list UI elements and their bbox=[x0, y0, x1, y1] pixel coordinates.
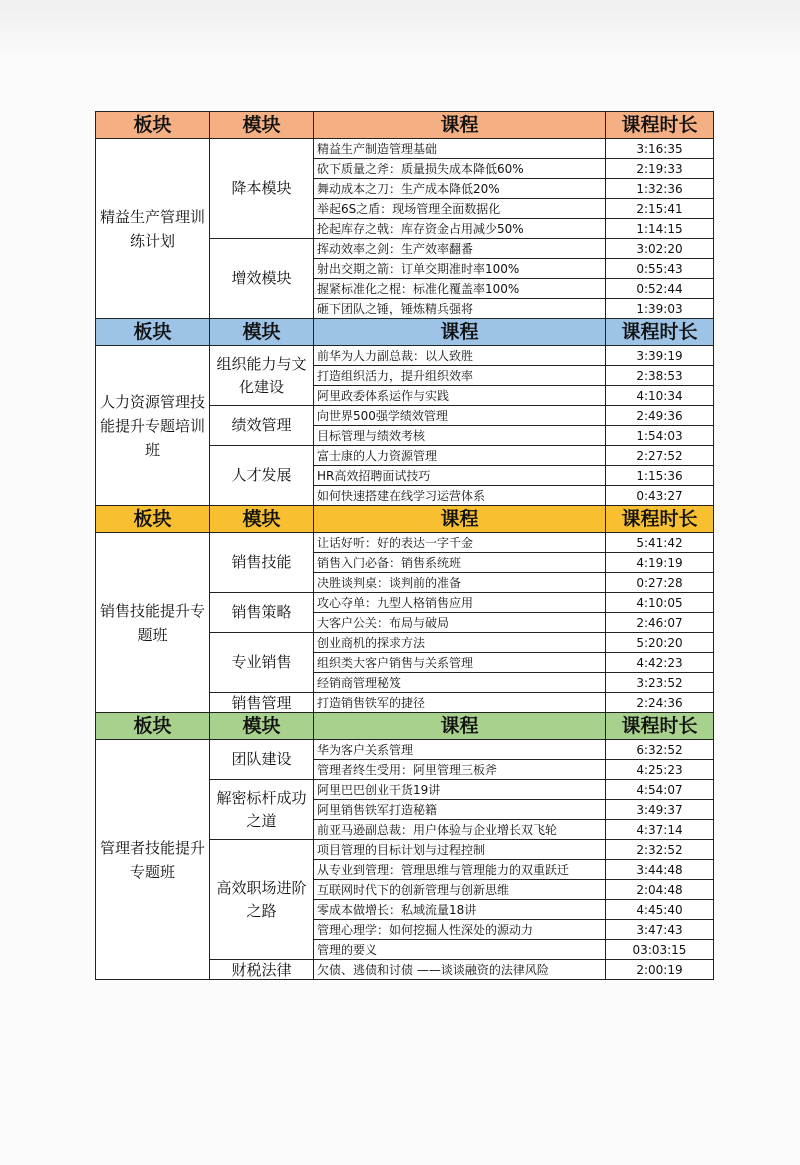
header-block: 板块 bbox=[96, 506, 210, 533]
course-cell: 攻心夺单：九型人格销售应用 bbox=[314, 593, 606, 613]
course-cell: 让话好听：好的表达一字千金 bbox=[314, 533, 606, 553]
duration-cell: 3:49:37 bbox=[606, 800, 714, 820]
course-cell: 创业商机的探求方法 bbox=[314, 633, 606, 653]
course-cell: 富士康的人力资源管理 bbox=[314, 446, 606, 466]
course-cell: 华为客户关系管理 bbox=[314, 740, 606, 760]
course-cell: 砸下团队之锤，锤炼精兵强将 bbox=[314, 299, 606, 319]
header-course: 课程 bbox=[314, 112, 606, 139]
page-top-shade bbox=[0, 0, 800, 60]
duration-cell: 0:55:43 bbox=[606, 259, 714, 279]
course-cell: 目标管理与绩效考核 bbox=[314, 426, 606, 446]
block-cell: 人力资源管理技能提升专题培训班 bbox=[96, 346, 210, 506]
module-cell: 降本模块 bbox=[210, 139, 314, 239]
module-cell: 人才发展 bbox=[210, 446, 314, 506]
course-cell: 零成本做增长：私域流量18讲 bbox=[314, 900, 606, 920]
course-cell: 决胜谈判桌：谈判前的准备 bbox=[314, 573, 606, 593]
course-cell: 阿里销售铁军打造秘籍 bbox=[314, 800, 606, 820]
course-cell: 项目管理的目标计划与过程控制 bbox=[314, 840, 606, 860]
duration-cell: 2:49:36 bbox=[606, 406, 714, 426]
section-header-row bbox=[96, 713, 714, 740]
module-cell: 销售策略 bbox=[210, 593, 314, 633]
duration-cell: 3:02:20 bbox=[606, 239, 714, 259]
duration-cell: 4:37:14 bbox=[606, 820, 714, 840]
duration-cell: 0:43:27 bbox=[606, 486, 714, 506]
duration-cell: 2:38:53 bbox=[606, 366, 714, 386]
duration-cell: 1:14:15 bbox=[606, 219, 714, 239]
duration-cell: 3:44:48 bbox=[606, 860, 714, 880]
course-cell: 精益生产制造管理基础 bbox=[314, 139, 606, 159]
module-cell: 销售管理 bbox=[210, 693, 314, 713]
header-duration: 课程时长 bbox=[606, 713, 714, 740]
course-cell: 舞动成本之刀：生产成本降低20% bbox=[314, 179, 606, 199]
duration-cell: 4:10:05 bbox=[606, 593, 714, 613]
header-block: 板块 bbox=[96, 112, 210, 139]
duration-cell: 4:10:34 bbox=[606, 386, 714, 406]
course-cell: 组织类大客户销售与关系管理 bbox=[314, 653, 606, 673]
course-cell: 射出交期之箭：订单交期准时率100% bbox=[314, 259, 606, 279]
header-block: 板块 bbox=[96, 713, 210, 740]
duration-cell: 4:25:23 bbox=[606, 760, 714, 780]
table-row bbox=[96, 740, 714, 760]
duration-cell: 2:00:19 bbox=[606, 960, 714, 980]
table-row bbox=[96, 139, 714, 159]
header-module: 模块 bbox=[210, 112, 314, 139]
block-cell: 精益生产管理训练计划 bbox=[96, 139, 210, 319]
course-cell: 大客户公关：布局与破局 bbox=[314, 613, 606, 633]
course-table-body bbox=[96, 112, 714, 980]
duration-cell: 2:19:33 bbox=[606, 159, 714, 179]
duration-cell: 1:39:03 bbox=[606, 299, 714, 319]
duration-cell: 1:54:03 bbox=[606, 426, 714, 446]
header-course: 课程 bbox=[314, 506, 606, 533]
duration-cell: 3:39:19 bbox=[606, 346, 714, 366]
duration-cell: 03:03:15 bbox=[606, 940, 714, 960]
course-cell: 抡起库存之戟：库存资金占用减少50% bbox=[314, 219, 606, 239]
duration-cell: 2:46:07 bbox=[606, 613, 714, 633]
duration-cell: 3:23:52 bbox=[606, 673, 714, 693]
module-cell: 增效模块 bbox=[210, 239, 314, 319]
duration-cell: 3:16:35 bbox=[606, 139, 714, 159]
duration-cell: 2:32:52 bbox=[606, 840, 714, 860]
module-cell: 财税法律 bbox=[210, 960, 314, 980]
duration-cell: 1:32:36 bbox=[606, 179, 714, 199]
duration-cell: 4:42:23 bbox=[606, 653, 714, 673]
course-cell: 阿里巴巴创业干货19讲 bbox=[314, 780, 606, 800]
duration-cell: 4:45:40 bbox=[606, 900, 714, 920]
course-cell: 砍下质量之斧：质量损失成本降低60% bbox=[314, 159, 606, 179]
header-module: 模块 bbox=[210, 506, 314, 533]
course-cell: 欠债、逃债和讨债 ——谈谈融资的法律风险 bbox=[314, 960, 606, 980]
duration-cell: 4:19:19 bbox=[606, 553, 714, 573]
section-header-row bbox=[96, 112, 714, 139]
course-cell: 前亚马逊副总裁：用户体验与企业增长双飞轮 bbox=[314, 820, 606, 840]
header-course: 课程 bbox=[314, 713, 606, 740]
module-cell: 团队建设 bbox=[210, 740, 314, 780]
header-block: 板块 bbox=[96, 319, 210, 346]
header-module: 模块 bbox=[210, 713, 314, 740]
table-row bbox=[96, 533, 714, 553]
duration-cell: 3:47:43 bbox=[606, 920, 714, 940]
course-cell: 打造销售铁军的捷径 bbox=[314, 693, 606, 713]
duration-cell: 0:52:44 bbox=[606, 279, 714, 299]
block-cell: 销售技能提升专题班 bbox=[96, 533, 210, 713]
course-cell: 销售入门必备：销售系统班 bbox=[314, 553, 606, 573]
duration-cell: 2:15:41 bbox=[606, 199, 714, 219]
duration-cell: 4:54:07 bbox=[606, 780, 714, 800]
course-cell: 向世界500强学绩效管理 bbox=[314, 406, 606, 426]
course-cell: 挥动效率之剑：生产效率翻番 bbox=[314, 239, 606, 259]
header-duration: 课程时长 bbox=[606, 112, 714, 139]
course-cell: 经销商管理秘笈 bbox=[314, 673, 606, 693]
course-cell: 如何快速搭建在线学习运营体系 bbox=[314, 486, 606, 506]
course-cell: 从专业到管理：管理思维与管理能力的双重跃迁 bbox=[314, 860, 606, 880]
course-cell: HR高效招聘面试技巧 bbox=[314, 466, 606, 486]
course-cell: 打造组织活力，提升组织效率 bbox=[314, 366, 606, 386]
duration-cell: 2:27:52 bbox=[606, 446, 714, 466]
course-table bbox=[95, 111, 714, 980]
header-duration: 课程时长 bbox=[606, 319, 714, 346]
module-cell: 销售技能 bbox=[210, 533, 314, 593]
duration-cell: 1:15:36 bbox=[606, 466, 714, 486]
block-cell: 管理者技能提升专题班 bbox=[96, 740, 210, 980]
duration-cell: 6:32:52 bbox=[606, 740, 714, 760]
header-course: 课程 bbox=[314, 319, 606, 346]
header-module: 模块 bbox=[210, 319, 314, 346]
module-cell: 解密标杆成功之道 bbox=[210, 780, 314, 840]
duration-cell: 5:20:20 bbox=[606, 633, 714, 653]
duration-cell: 2:04:48 bbox=[606, 880, 714, 900]
course-cell: 管理心理学：如何挖掘人性深处的源动力 bbox=[314, 920, 606, 940]
course-cell: 举起6S之盾：现场管理全面数据化 bbox=[314, 199, 606, 219]
duration-cell: 0:27:28 bbox=[606, 573, 714, 593]
course-cell: 阿里政委体系运作与实践 bbox=[314, 386, 606, 406]
header-duration: 课程时长 bbox=[606, 506, 714, 533]
course-cell: 互联网时代下的创新管理与创新思维 bbox=[314, 880, 606, 900]
module-cell: 组织能力与文化建设 bbox=[210, 346, 314, 406]
duration-cell: 5:41:42 bbox=[606, 533, 714, 553]
duration-cell: 2:24:36 bbox=[606, 693, 714, 713]
course-cell: 管理的要义 bbox=[314, 940, 606, 960]
section-header-row bbox=[96, 319, 714, 346]
section-header-row bbox=[96, 506, 714, 533]
module-cell: 专业销售 bbox=[210, 633, 314, 693]
module-cell: 绩效管理 bbox=[210, 406, 314, 446]
course-cell: 前华为人力副总裁：以人致胜 bbox=[314, 346, 606, 366]
table-row bbox=[96, 346, 714, 366]
course-cell: 管理者终生受用：阿里管理三板斧 bbox=[314, 760, 606, 780]
module-cell: 高效职场进阶之路 bbox=[210, 840, 314, 960]
course-cell: 握紧标准化之棍：标准化覆盖率100% bbox=[314, 279, 606, 299]
